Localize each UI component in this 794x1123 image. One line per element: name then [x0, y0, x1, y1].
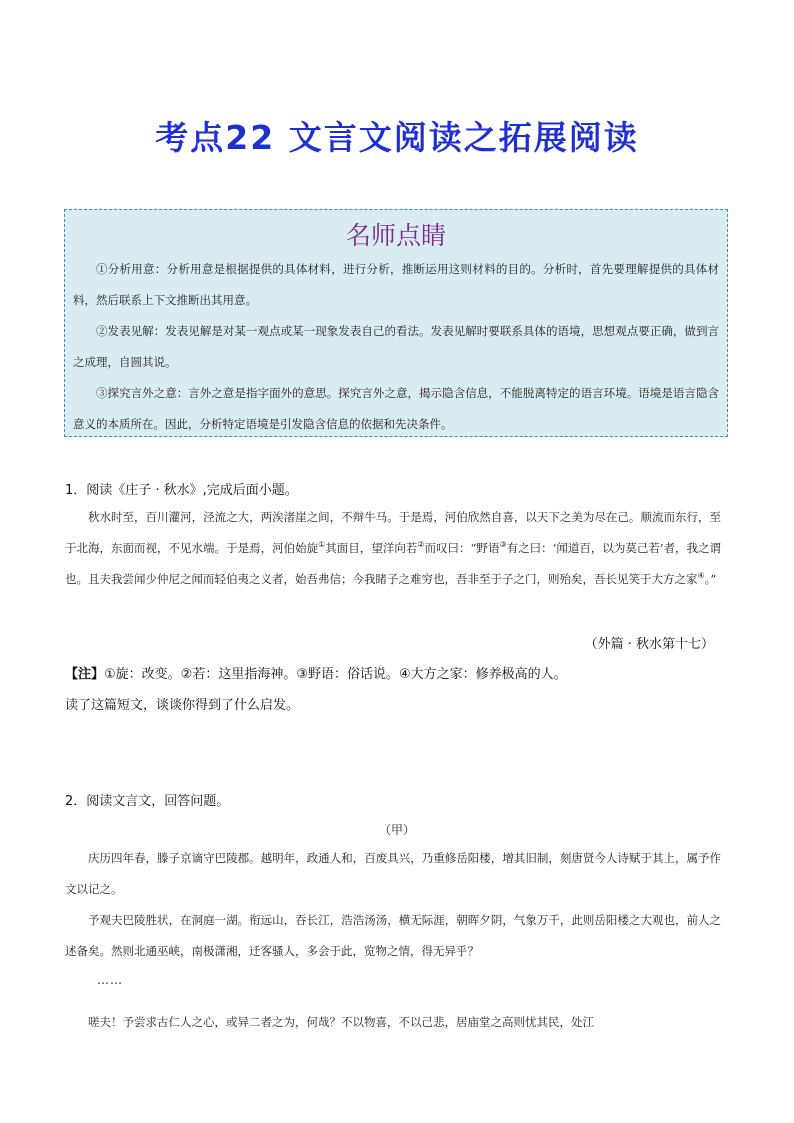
- question-2-heading: 2．阅读文言文，回答问题。: [65, 794, 230, 809]
- note-marker-4: ④: [697, 571, 705, 581]
- passage-text-4: 有之曰：‘闻道百，以为莫己若’者，我之谓也。且夫我尝闻少仲尼之闻而轻伯夷之义者，始吾弗信；今我睹子之难穷也，吾非至于子之门，则殆矣，吾长见笑于大方之家: [65, 541, 722, 586]
- tips-heading: 名师点睛: [345, 221, 446, 250]
- note-text: ①旋：改变。②若：这里指海神。③野语：俗话说。④大方之家：修养极高的人。: [104, 667, 567, 682]
- note-marker-3: ③: [499, 540, 507, 550]
- passage-notes: [65, 663, 567, 682]
- passage-label-jia: （甲）: [378, 823, 415, 837]
- passage-text-3: 而叹曰：“野语: [424, 541, 500, 555]
- tip-paragraph-1: ①分析用意：分析用意是根据提供的具体材料，进行分析，推断运用这则材料的目的。分析时，首先要理解提供的具体材料，然后联系上下文推断出其用意。: [73, 262, 719, 307]
- tip-paragraph-3: ③探究言外之意：言外之意是指字面外的意思。探究言外之意，揭示隐含信息，不能脱离特定的语言环境。语境是语言隐含意义的本质所在。因此，分析特定语境是引发隐含信息的依据和先决条件。: [73, 386, 719, 431]
- question-1-prompt: 读了这篇短文，谈谈你得到了什么启发。: [65, 698, 300, 713]
- page-title: 考点22 文言文阅读之拓展阅读: [155, 118, 639, 157]
- passage-source: （外篇 · 秋水第十七）: [584, 637, 714, 652]
- question-2-paragraph-3: 嗟夫！予尝求古仁人之心，或异二者之为，何哉？不以物喜，不以己悲，居庙堂之高则忧其民，处江: [88, 1015, 594, 1029]
- question-1-passage: [65, 502, 721, 595]
- tips-box: [64, 209, 728, 437]
- note-marker-2: ②: [417, 540, 425, 550]
- note-tag: 【注】: [65, 667, 105, 682]
- passage-text-1: 秋水时至，百川灌河，泾流之大，两涘渚崖之间，不辩牛马。于是焉，河伯欣然自喜，以天下之美为尽在己。顺流而东行，至于北海，东面而视，不见水端。于是焉，河伯始旋: [65, 510, 721, 555]
- question-2-paragraph-1: 庆历四年春，滕子京谪守巴陵郡。越明年，政通人和，百废具兴，乃重修岳阳楼，增其旧制，刻唐贤今人诗赋于其上，属予作文以记之。: [65, 851, 721, 896]
- note-marker-1: ①: [318, 540, 326, 550]
- tip-paragraph-2: ②发表见解：发表见解是对某一观点或某一现象发表自己的看法。发表见解时要联系具体的语境，思想观点要正确，做到言之成理，自圆其说。: [73, 324, 719, 369]
- question-1-heading: 1．阅读《庄子 · 秋水》,完成后面小题。: [65, 483, 298, 498]
- question-2-paragraph-2: 予观夫巴陵胜状，在洞庭一湖。衔远山，吞长江，浩浩汤汤，横无际涯，朝晖夕阴，气象万千，此则岳阳楼之大观也，前人之述备矣。然则北通巫峡，南极潇湘，迁客骚人，多会于此，览物之情，得无异乎？: [65, 913, 721, 958]
- passage-text-5: 。”: [704, 572, 717, 586]
- passage-text-2: 其面目，望洋向若: [325, 541, 418, 555]
- passage-ellipsis: ……: [97, 973, 123, 987]
